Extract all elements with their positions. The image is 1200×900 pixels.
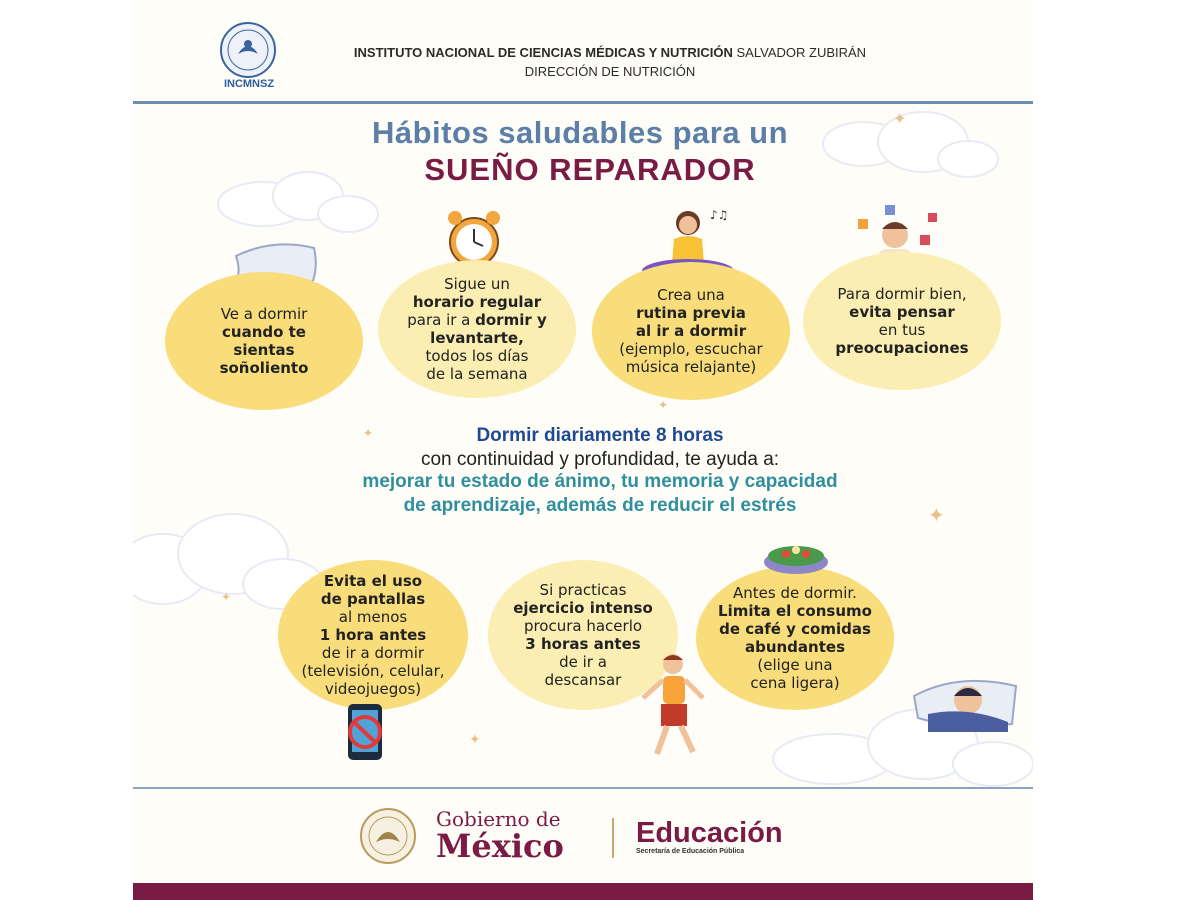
title-line2: SUEÑO REPARADOR — [424, 152, 756, 187]
no-phone-icon — [340, 700, 390, 764]
message-benefits: mejorar tu estado de ánimo, tu memoria y capacidad de aprendizaje, además de reducir el estrés — [362, 471, 838, 516]
svg-text:♪♫: ♪♫ — [710, 208, 729, 222]
sleeping-person-icon — [908, 666, 1023, 736]
star-icon: ✦ — [363, 426, 374, 440]
national-seal-icon — [350, 806, 426, 866]
logo-divider — [612, 818, 614, 858]
educacion-logo: Educación Secretaría de Educación Pública — [636, 817, 783, 855]
tip-circle-sleepy: Ve a dormir cuando te sientas soñoliento — [165, 272, 363, 410]
header-institute — [300, 43, 920, 81]
star-icon: ✦ — [928, 503, 945, 527]
message-headline: Dormir diariamente 8 horas — [476, 425, 724, 446]
gobierno-mexico-logo: Gobierno de México — [436, 807, 564, 865]
footer-divider — [133, 787, 1033, 789]
tip-circle-schedule: Sigue un horario regular para ir a dormir y levantarte, todos los días de la semana — [378, 260, 576, 398]
footer-bar — [133, 883, 1033, 900]
star-icon: ✦ — [893, 109, 907, 128]
tip-circle-routine: Crea una rutina previa al ir a dormir (ejemplo, escuchar música relajante) — [592, 262, 790, 400]
salad-bowl-icon — [762, 540, 830, 578]
tip-circle-exercise: Si practicas ejercicio intenso procura hacerlo 3 horas antes de ir a descansar — [488, 560, 678, 710]
running-girl-icon — [633, 650, 713, 765]
star-icon: ✦ — [658, 398, 669, 412]
star-icon: ✦ — [221, 590, 232, 604]
star-icon: ✦ — [469, 732, 481, 748]
institute-seal-icon — [210, 20, 286, 80]
direction-name: DIRECCIÓN DE NUTRICIÓN — [524, 64, 696, 79]
tip-circle-food: Antes de dormir. Limita el consumo de café y comidas abundantes (elige una cena ligera) — [696, 566, 894, 710]
institute-logo-label: INCMNSZ — [223, 78, 275, 90]
message-subline: con continuidad y profundidad, te ayuda a: — [420, 449, 780, 470]
institute-name-light: SALVADOR ZUBIRÁN — [736, 45, 867, 60]
tip-circle-screens: Evita el uso de pantallas al menos 1 hora antes de ir a dormir (televisión, celular, videojuegos) — [278, 560, 468, 710]
institute-name: INSTITUTO NACIONAL DE CIENCIAS MÉDICAS Y NUTRICIÓN — [353, 45, 733, 60]
tip-circle-worries: Para dormir bien, evita pensar en tus preocupaciones — [803, 252, 1001, 390]
title-line1: Hábitos saludables para un — [371, 115, 789, 150]
